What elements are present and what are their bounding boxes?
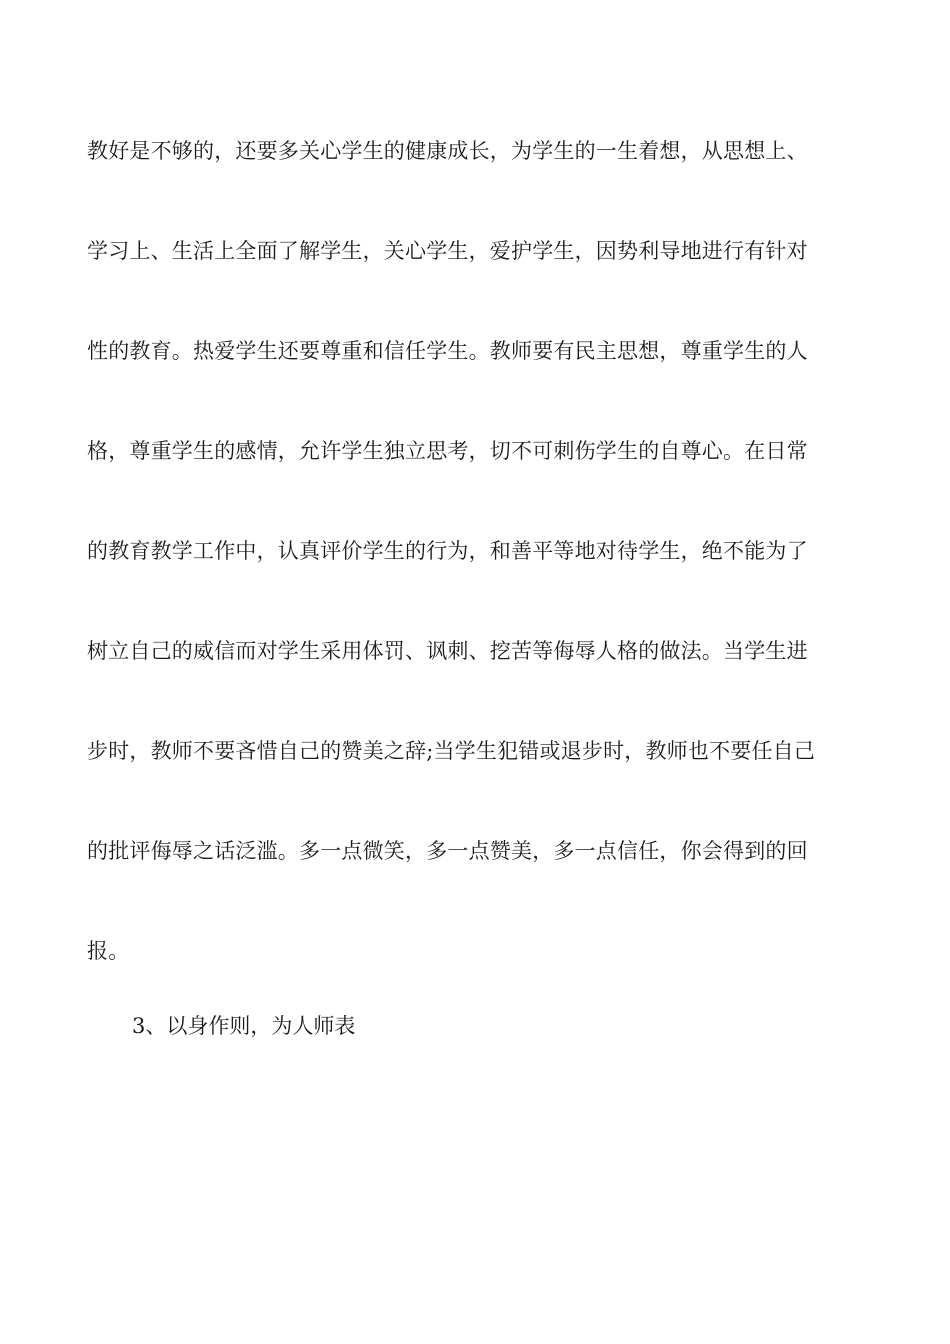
paragraph-line: 的批评侮辱之话泛滥。多一点微笑，多一点赞美，多一点信任，你会得到的回 [87,839,808,863]
paragraph-line: 性的教育。热爱学生还要尊重和信任学生。教师要有民主思想，尊重学生的人 [87,339,808,363]
section-heading: 3、以身作则，为人师表 [132,1014,356,1038]
paragraph-line: 的教育教学工作中，认真评价学生的行为，和善平等地对待学生，绝不能为了 [87,539,808,563]
paragraph-line: 格，尊重学生的感情，允许学生独立思考，切不可刺伤学生的自尊心。在日常 [87,439,808,463]
paragraph-line: 学习上、生活上全面了解学生，关心学生，爱护学生，因势利导地进行有针对 [87,239,808,263]
paragraph-line: 树立自己的威信而对学生采用体罚、讽刺、挖苦等侮辱人格的做法。当学生进 [87,639,808,663]
paragraph-line: 报。 [87,939,130,963]
paragraph-line: 教好是不够的，还要多关心学生的健康成长，为学生的一生着想，从思想上、 [87,139,808,163]
paragraph-line: 步时，教师不要吝惜自己的赞美之辞;当学生犯错或退步时，教师也不要任自己 [87,739,816,763]
